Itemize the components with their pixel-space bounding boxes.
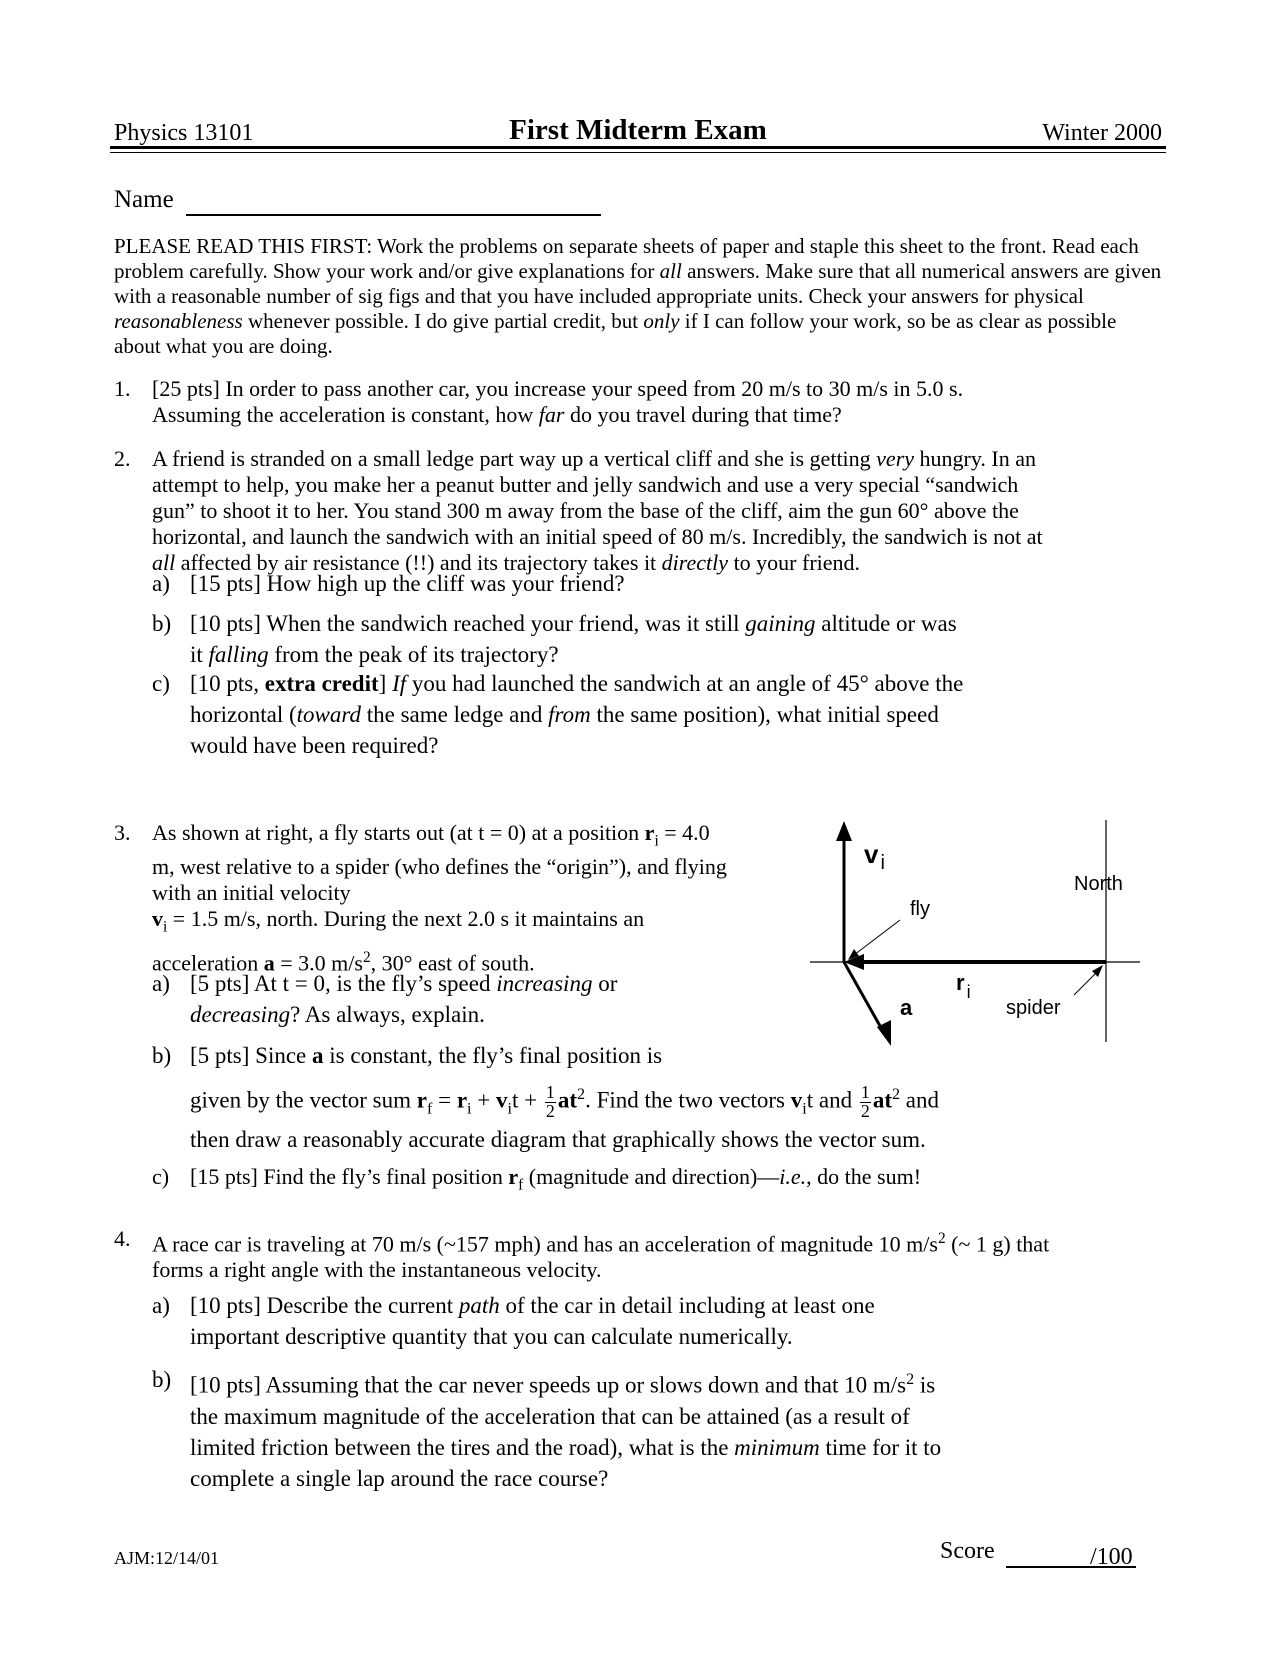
- name-label: Name: [114, 186, 174, 213]
- question-text: acceleration a = 3.0 $m/s^2$, 30° east of south.: [152, 948, 535, 976]
- question-text: forms a right angle with the instantaneous velocity.: [152, 1257, 602, 1283]
- vector-diagram: [810, 815, 1170, 1055]
- initial-velocity-arrowhead: [836, 821, 852, 841]
- question-text: gun” to shoot it to her. You stand 300 m away from the base of the cliff, aim the gun 60° above the: [152, 498, 1019, 523]
- part-text: [15 pts] How high up the cliff was your friend?: [190, 571, 625, 596]
- part-text: [5 pts] Since a is constant, the fly’s final position is given by the vector sum $r_f = r_i + v_it$ + $\frac{1}{2}$ $at^2$. Find the two vectors $v_it$ and $\frac{1}{2}$ $at^2$ and then draw a reasonably accurate diagram that graphically shows the vector sum.: [190, 1043, 940, 1153]
- fly-pointer-line: [854, 920, 900, 955]
- course-name: Physics 13101: [114, 120, 254, 146]
- part-label: b): [152, 1367, 172, 1392]
- score-total: /100: [1090, 1544, 1133, 1570]
- part-label: a): [152, 971, 170, 996]
- question-text: m, west relative to a spider (who defines the “origin”), and flying: [152, 854, 727, 880]
- header-rule-thin: [110, 152, 1166, 153]
- north-label: North: [1074, 873, 1123, 895]
- question-text: As shown at right, a fly starts out (at t = 0) at a position $r_i = 4.0$: [152, 820, 710, 850]
- question-number: 3.: [114, 820, 131, 845]
- vi-label: v $_i$: [864, 839, 885, 874]
- part-text: [10 pts] When the sandwich reached your friend, was it still gaining altitude or was it falling from the peak of its trajectory?: [190, 611, 957, 667]
- part-text: [10 pts, extra credit] If you had launched the sandwich at an angle of 45° above the horizontal (toward the same ledge and from the same position), what initial speed would have been required?: [190, 671, 964, 758]
- exam-term: Winter 2000: [1042, 120, 1162, 146]
- part-label: b): [152, 611, 172, 636]
- question-text: A friend is stranded on a small ledge part way up a vertical cliff and she is getting very hungry. In an: [152, 446, 1037, 471]
- question-text: Assuming the acceleration is constant, how far do you travel during that time?: [152, 402, 842, 427]
- question-text: horizontal, and launch the sandwich with an initial speed of 80 m/s. Incredibly, the sandwich is not at: [152, 524, 1043, 549]
- part-text: [5 pts] At t = 0, is the fly’s speed increasing or decreasing? As always, explain.: [190, 971, 618, 1027]
- ri-label: r $_i$: [956, 970, 971, 1002]
- question-number: 2.: [114, 446, 131, 471]
- instructions: PLEASE READ THIS FIRST: Work the problems on separate sheets of paper and staple this sheet to the front. Read each problem carefully. Show your work and/or give explanations for all answers. Make sure that all numerical answers are given with a reasonable number of sig figs and that you have included appropriate units. Check your answers for physical reasonableness whenever possible. I do give partial credit, but only if I can follow your work, so be as clear as possible about what you are doing.: [114, 234, 1162, 358]
- fly-label: fly: [910, 898, 930, 920]
- question-number: 1.: [114, 376, 131, 401]
- score-label: Score: [940, 1538, 995, 1564]
- question-text: [25 pts] In order to pass another car, you increase your speed from 20 m/s to 30 m/s in 5.0 s.: [152, 376, 964, 401]
- part-label: a): [152, 571, 170, 596]
- question-text: all affected by air resistance (!!) and its trajectory takes it directly to your friend.: [152, 550, 861, 575]
- question-text: A race car is traveling at 70 m/s (~157 mph) and has an acceleration of magnitude 10 $m/s^2$ (~ 1 g) that: [152, 1230, 1050, 1257]
- question-number: 4.: [114, 1226, 131, 1251]
- exam-title: First Midterm Exam: [509, 114, 767, 146]
- question-text: $v_i = 1.5$ m/s, north. During the next 2.0 s it maintains an: [152, 906, 645, 936]
- question-text: with an initial velocity: [152, 880, 351, 906]
- part-label: a): [152, 1293, 170, 1318]
- part-text: [15 pts] Find the fly’s final position $r_f$ (magnitude and direction)—i.e., do the sum!: [190, 1164, 922, 1194]
- one-half-fraction: $\frac{1}{2}$: [860, 1081, 870, 1121]
- part-label: b): [152, 1043, 172, 1068]
- part-text: [10 pts] Assuming that the car never speeds up or slows down and that 10 $m/s^2$ is the maximum magnitude of the acceleration that can be attained (as a result of limited friction between the tires and the road), what is the minimum time for it to complete a single lap around the race course?: [190, 1371, 942, 1491]
- acceleration-arrow-shaft: [844, 962, 884, 1033]
- one-half-fraction: $\frac{1}{2}$: [545, 1081, 555, 1121]
- name-field-line[interactable]: [186, 214, 601, 216]
- acceleration-label: a: [900, 995, 913, 1020]
- part-text: [10 pts] Describe the current path of the car in detail including at least one important descriptive quantity that you can calculate numerically.: [190, 1293, 875, 1349]
- document-code: AJM:12/14/01: [114, 1548, 220, 1568]
- part-label: c): [152, 1164, 170, 1189]
- header-rule-thick: [110, 146, 1166, 149]
- question-text: attempt to help, you make her a peanut butter and jelly sandwich and use a very special “sandwich: [152, 472, 1019, 497]
- spider-label: spider: [1006, 997, 1061, 1019]
- part-label: c): [152, 671, 170, 696]
